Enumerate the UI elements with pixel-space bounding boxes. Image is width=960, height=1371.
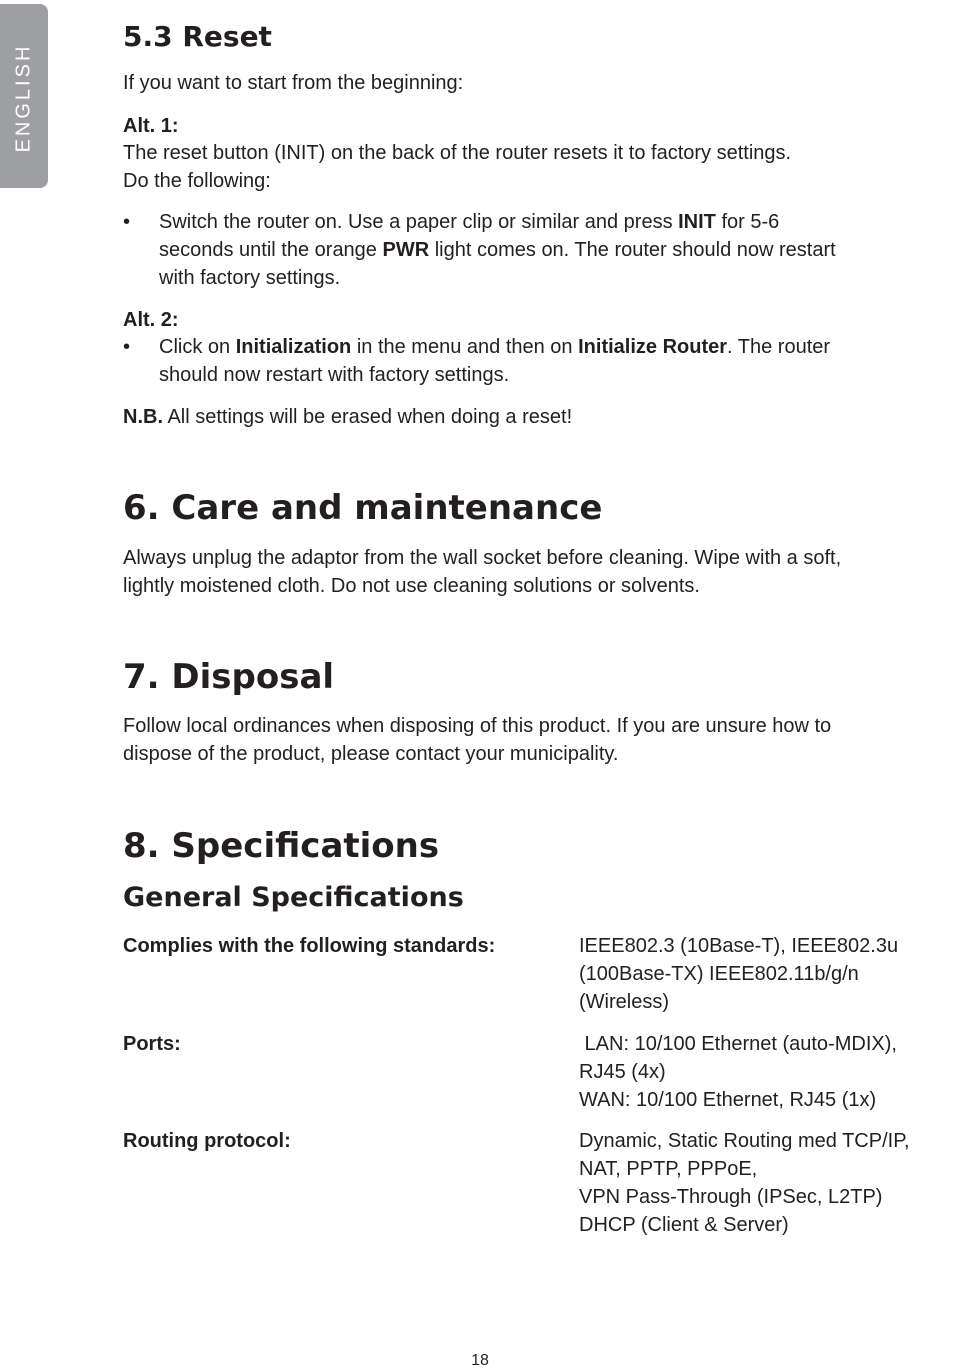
text-run: Switch the router on. Use a paper clip or similar and press (159, 211, 679, 233)
text-run: light comes on. The router should now restart (429, 239, 836, 261)
text-run: . The router (727, 336, 831, 358)
spec-value-ports-line-2: RJ45 (4x) (579, 1061, 666, 1083)
init-term: INIT (678, 211, 716, 233)
spec-value-routing-line-3: VPN Pass-Through (IPSec, L2TP) (579, 1186, 883, 1208)
spec-value-routing-line-4: DHCP (Client & Server) (579, 1214, 789, 1236)
language-tab (0, 4, 48, 188)
spec-value-standards-line-1: IEEE802.3 (10Base-T), IEEE802.3u (579, 935, 899, 957)
specifications-heading: 8. Specifications (123, 826, 440, 866)
disposal-line-2: dispose of the product, please contact your municipality. (123, 743, 619, 765)
bullet-icon: • (123, 211, 131, 233)
spec-label-ports: Ports: (123, 1033, 181, 1055)
language-tab-label: ENGLISH (12, 43, 35, 153)
initialize-router-term: Initialize Router (578, 336, 728, 358)
spec-value-ports-line-3: WAN: 10/100 Ethernet, RJ45 (1x) (579, 1089, 877, 1111)
bullet-2-line-1 (159, 333, 830, 361)
spec-label-routing: Routing protocol: (123, 1130, 291, 1152)
alt1-line-1: The reset button (INIT) on the back of the router resets it to factory settings. (123, 142, 792, 164)
bullet-1-line-3: with factory settings. (159, 267, 341, 289)
bullet-icon: • (123, 336, 131, 358)
spec-value-routing-line-2: NAT, PPTP, PPPoE, (579, 1158, 758, 1180)
general-specifications-heading: General Specifications (123, 882, 464, 913)
text-run: Click on (159, 336, 236, 358)
alt2-label: Alt. 2: (123, 309, 179, 331)
spec-value-standards-line-2: (100Base-TX) IEEE802.11b/g/n (579, 963, 859, 985)
alt1-line-2: Do the following: (123, 170, 271, 192)
page-number: 18 (471, 1352, 489, 1369)
care-heading: 6. Care and maintenance (123, 488, 603, 528)
bullet-1-line-1 (159, 208, 779, 236)
spec-value-ports-line-1: LAN: 10/100 Ethernet (auto-MDIX), (579, 1033, 897, 1055)
pwr-term: PWR (382, 239, 430, 261)
text-run: seconds until the orange (159, 239, 383, 261)
text-run: in the menu and then on (351, 336, 579, 358)
spec-label-standards: Complies with the following standards: (123, 935, 496, 957)
bullet-1-line-2 (159, 236, 836, 264)
note-text: All settings will be erased when doing a reset! (163, 406, 573, 428)
disposal-heading: 7. Disposal (123, 657, 335, 697)
reset-intro: If you want to start from the beginning: (123, 72, 464, 94)
text-run: for 5-6 (715, 211, 780, 233)
alt1-label: Alt. 1: (123, 115, 179, 137)
note-label: N.B. (123, 406, 163, 428)
care-line-1: Always unplug the adaptor from the wall socket before cleaning. Wipe with a soft, (123, 547, 842, 569)
reset-note (123, 403, 572, 431)
disposal-line-1: Follow local ordinances when disposing of this product. If you are unsure how to (123, 715, 832, 737)
spec-value-standards-line-3: (Wireless) (579, 991, 669, 1013)
initialization-term: Initialization (235, 336, 352, 358)
bullet-2-line-2: should now restart with factory settings. (159, 364, 510, 386)
reset-heading: 5.3 Reset (123, 20, 272, 53)
care-line-2: lightly moistened cloth. Do not use cleaning solutions or solvents. (123, 575, 700, 597)
spec-value-routing-line-1: Dynamic, Static Routing med TCP/IP, (579, 1130, 910, 1152)
